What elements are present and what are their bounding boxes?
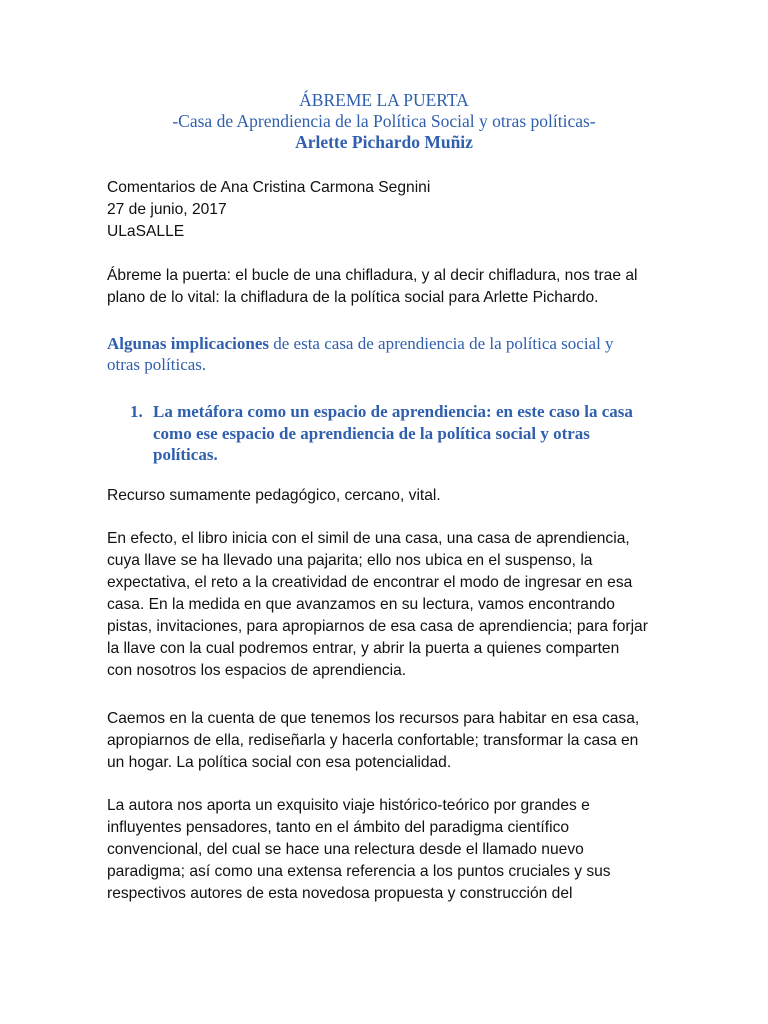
list-item-text xyxy=(153,401,653,466)
paragraph-line: pistas, invitaciones, para apropiarnos de esa casa de aprendiencia; para forjar xyxy=(107,618,648,635)
list-item-line: políticas. xyxy=(153,445,218,464)
document-author: Arlette Pichardo Muñiz xyxy=(295,132,473,152)
intro-paragraph xyxy=(107,265,667,309)
implications-bold-lead: Algunas implicaciones xyxy=(107,334,269,353)
document-title: ÁBREME LA PUERTA xyxy=(299,90,469,110)
list-item-line: La metáfora como un espacio de aprendiencia: en este caso la casa xyxy=(153,402,633,421)
body-paragraph-4 xyxy=(107,795,667,905)
body-paragraph-1 xyxy=(107,485,667,507)
implications-line-2: otras políticas. xyxy=(107,355,207,374)
paragraph-line: casa. En la medida en que avanzamos en su lectura, vamos encontrando xyxy=(107,596,615,613)
paragraph-line: Recurso sumamente pedagógico, cercano, vital. xyxy=(107,487,441,504)
commentary-line: Comentarios de Ana Cristina Carmona Segnini xyxy=(107,179,431,196)
paragraph-line: Ábreme la puerta: el bucle de una chifladura, y al decir chifladura, nos trae al xyxy=(107,267,638,284)
list-item-line: como ese espacio de aprendiencia de la política social y otras xyxy=(153,423,590,443)
paragraph-line: con nosotros los espacios de aprendiencia. xyxy=(107,662,407,679)
paragraph-line: expectativa, el reto a la creatividad de encontrar el modo de ingresar en esa xyxy=(107,574,633,591)
implications-heading xyxy=(107,333,667,375)
title-block xyxy=(0,90,768,153)
body-paragraph-3 xyxy=(107,708,667,774)
paragraph-line: En efecto, el libro inicia con el simil de una casa, una casa de aprendiencia, xyxy=(107,530,630,547)
implications-rest: de esta casa de aprendiencia de la política social y xyxy=(269,334,614,353)
paragraph-line: La autora nos aporta un exquisito viaje histórico-teórico por grandes e xyxy=(107,797,590,814)
paragraph-line: apropiarnos de ella, rediseñarla y hacerla confortable; transformar la casa en xyxy=(107,732,639,749)
list-number: 1. xyxy=(130,402,143,421)
date-line: 27 de junio, 2017 xyxy=(107,201,227,218)
paragraph-line: convencional, del cual se hace una relectura desde el llamado nuevo xyxy=(107,841,584,858)
paragraph-line: un hogar. La política social con esa potencialidad. xyxy=(107,754,452,771)
paragraph-line: paradigma; así como una extensa referencia a los puntos cruciales y sus xyxy=(107,863,611,880)
paragraph-line: cuya llave se ha llevado una pajarita; ello nos ubica en el suspenso, la xyxy=(107,552,593,569)
paragraph-line: Caemos en la cuenta de que tenemos los recursos para habitar en esa casa, xyxy=(107,710,640,727)
institution-line: ULaSALLE xyxy=(107,223,185,240)
paragraph-line: plano de lo vital: la chifladura de la política social para Arlette Pichardo. xyxy=(107,289,599,306)
paragraph-line: respectivos autores de esta novedosa propuesta y construcción del xyxy=(107,885,573,902)
implications-line-1 xyxy=(107,333,667,354)
paragraph-line: influyentes pensadores, tanto en el ámbito del paradigma científico xyxy=(107,819,570,836)
document-subtitle: -Casa de Aprendiencia de la Política Social y otras políticas- xyxy=(172,111,596,131)
body-paragraph-2 xyxy=(107,528,667,682)
paragraph-line: la llave con la cual podremos entrar, y abrir la puerta a quienes comparten xyxy=(107,640,620,657)
meta-block xyxy=(107,177,430,243)
